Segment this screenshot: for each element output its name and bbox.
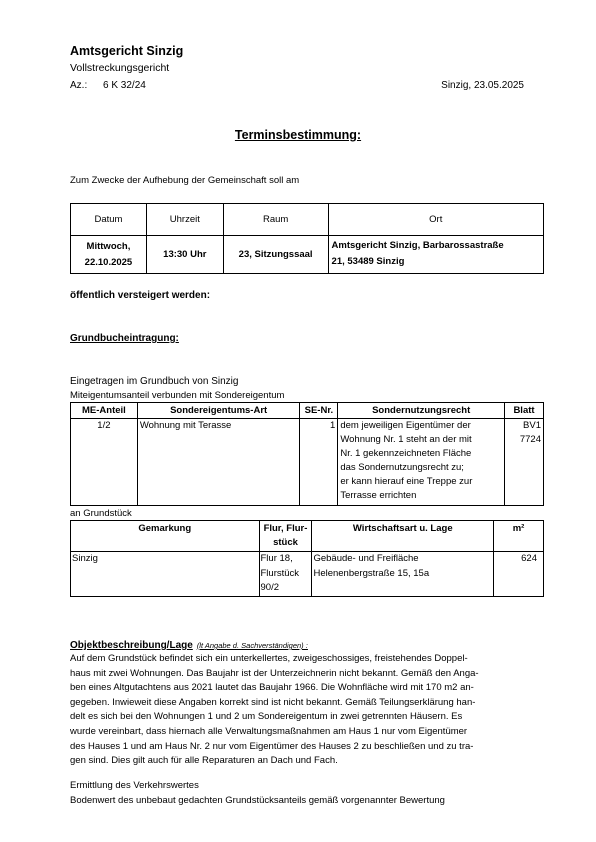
- wirtschaftsart: [312, 552, 494, 597]
- parcel-table-header: [71, 521, 544, 552]
- description-line: Auf dem Grundstück befindet sich ein unterkellertes, zweigeschossiges, freistehendes Doppel-: [70, 653, 468, 664]
- wirtschaftsart-line-1: Gebäude- und Freifläche: [313, 553, 419, 564]
- header-me-anteil: ME-Anteil: [71, 403, 138, 419]
- flur-line: 90/2: [260, 582, 279, 593]
- snr-line: Nr. 1 gekennzeichneten Fläche: [340, 448, 472, 459]
- parcel-table: [70, 520, 544, 597]
- header-wirtschaftsart: Wirtschaftsart u. Lage: [312, 521, 494, 552]
- location-line-1: Amtsgericht Sinzig, Barbarossastraße: [331, 240, 504, 251]
- sondernutzungsrecht: [338, 419, 505, 506]
- land-register-line-2: Miteigentumsanteil verbunden mit Sondereigentum: [70, 390, 285, 401]
- flur-line: Flur 18,: [260, 553, 293, 564]
- appointment-table: [70, 203, 544, 274]
- appointment-row: [71, 236, 544, 274]
- header-uhrzeit: Uhrzeit: [146, 204, 223, 236]
- header-sondereigentum-art: Sondereigentums-Art: [137, 403, 300, 419]
- se-nr: 1: [300, 419, 338, 506]
- header-flaeche: m²: [494, 521, 544, 552]
- description-line: des Hauses 1 und am Haus Nr. 2 nur vom Eigentümer des Hauses 2 zu beschließen und zu tra-: [70, 740, 474, 752]
- appointment-weekday: Mittwoch,: [86, 240, 131, 252]
- property-description-title: Objektbeschreibung/Lage: [70, 640, 193, 651]
- snr-line: er kann hierauf eine Treppe zur: [340, 476, 473, 487]
- header-flur-line-2: stück: [273, 537, 298, 548]
- court-name: Amtsgericht Sinzig: [70, 44, 184, 58]
- me-anteil: 1/2: [71, 419, 138, 506]
- header-ort: Ort: [328, 204, 543, 236]
- appointment-date-value: 22.10.2025: [84, 256, 133, 268]
- auction-statement: öffentlich versteigert werden:: [70, 290, 211, 301]
- header-gemarkung: Gemarkung: [71, 521, 260, 552]
- parcel-label: an Grundstück: [70, 508, 132, 519]
- land-register-line-1: Eingetragen im Grundbuch von Sinzig: [70, 376, 239, 387]
- property-description-heading: [70, 640, 308, 651]
- description-line: wurde vereinbart, dass hiernach alle Verwaltungsmaßnahmen am Haus 1 nur vom Eigentümer: [70, 725, 468, 737]
- location-line-2: 21, 53489 Sinzig: [331, 256, 405, 267]
- blatt-line-1: BV1: [523, 420, 541, 431]
- wirtschaftsart-line-2: Helenenbergstraße 15, 15a: [313, 567, 430, 579]
- flur-line: Flurstück: [260, 567, 300, 579]
- appointment-date: [71, 236, 147, 274]
- snr-line: dem jeweiligen Eigentümer der: [340, 420, 471, 431]
- description-line: delt es sich bei den Wohnungen 1 und 2 um Sondereigentum in zwei getrennten Häusern. Es: [70, 711, 463, 723]
- market-value-text: Bodenwert des unbebaut gedachten Grundstücksanteils gemäß vorgenannter Bewertung: [70, 795, 445, 806]
- description-line: gegeben. Inwieweit diese Angaben korrekt sind ist nicht bekannt. Gemäß Teilungserklärung han-: [70, 696, 476, 708]
- appointment-location: [328, 236, 543, 274]
- ownership-table: [70, 402, 544, 506]
- header-sondernutzungsrecht: Sondernutzungsrecht: [338, 403, 505, 419]
- property-description-note: (lt Angabe d. Sachverständigen) :: [196, 641, 308, 650]
- flaeche: 624: [494, 552, 544, 597]
- gemarkung: Sinzig: [71, 552, 260, 597]
- place-date: Sinzig, 23.05.2025: [441, 80, 524, 91]
- blatt-line-2: 7724: [519, 434, 541, 445]
- header-se-nr: SE-Nr.: [300, 403, 338, 419]
- blatt: [505, 419, 544, 506]
- header-raum: Raum: [223, 204, 328, 236]
- appointment-time: 13:30 Uhr: [146, 236, 223, 274]
- ownership-row: [71, 419, 544, 506]
- appointment-table-header: [71, 204, 544, 236]
- parcel-row: [71, 552, 544, 597]
- appointment-room: 23, Sitzungssaal: [223, 236, 328, 274]
- snr-line: Terrasse errichten: [340, 490, 417, 501]
- property-description-text: [70, 652, 546, 769]
- header-flur-line-1: Flur, Flur-: [263, 523, 308, 534]
- header-flur: [259, 521, 312, 552]
- header-blatt: Blatt: [505, 403, 544, 419]
- intro-text: Zum Zwecke der Aufhebung der Gemeinschaft soll am: [70, 175, 300, 186]
- description-line: gen sind. Dies gilt auch für alle Reparaturen an Dach und Fach.: [70, 755, 338, 767]
- flur-flurstueck: [259, 552, 312, 597]
- document-title: Terminsbestimmung:: [234, 128, 362, 142]
- case-number-label: Az.:: [70, 80, 88, 91]
- land-register-heading: Grundbucheintragung:: [70, 333, 179, 344]
- snr-line: Wohnung Nr. 1 steht an der mit: [340, 434, 472, 445]
- case-number: 6 K 32/24: [103, 80, 146, 91]
- court-department: Vollstreckungsgericht: [70, 62, 170, 74]
- description-line: haus mit zwei Wohnungen. Das Baujahr ist der Unterzeichnerin nicht bekannt. Gemäß den Anga-: [70, 667, 479, 679]
- header-datum: Datum: [71, 204, 147, 236]
- description-line: ben eines Altgutachtens aus 2021 lautet das Baujahr 1966. Die Wohnfläche wird mit 170 m2 an-: [70, 682, 474, 694]
- snr-line: das Sondernutzungsrecht zu;: [340, 462, 464, 473]
- ownership-table-header: [71, 403, 544, 419]
- sondereigentum-art: Wohnung mit Terasse: [137, 419, 300, 506]
- market-value-heading: Ermittlung des Verkehrswertes: [70, 780, 199, 791]
